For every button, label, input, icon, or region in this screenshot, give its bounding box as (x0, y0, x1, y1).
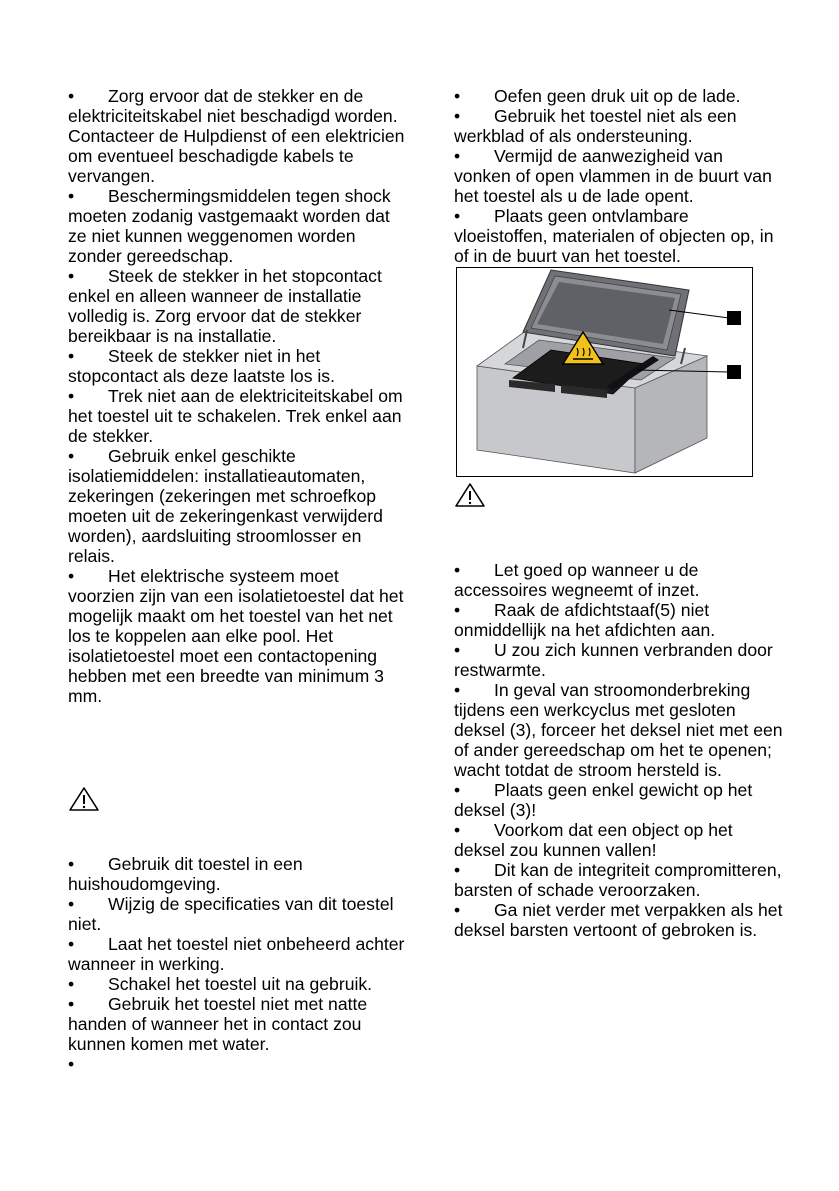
list-item (68, 934, 408, 974)
vacuum-sealer-drawing (457, 268, 751, 475)
bullet: • (454, 640, 461, 660)
bullet: • (68, 894, 75, 914)
bullet: • (68, 386, 75, 406)
list-item (68, 266, 408, 346)
list-item-text: Ga niet verder met verpakken als het deksel barsten vertoont of gebroken is. (454, 900, 783, 940)
list-item-text: Dit kan de integriteit compromitteren, barsten of schade veroorzaken. (454, 860, 782, 900)
bullet: • (454, 86, 461, 106)
list-item (454, 146, 784, 206)
bullet: • (68, 854, 75, 874)
list-item-text: Plaats geen enkel gewicht op het deksel (3)! (454, 780, 753, 820)
list-item (454, 560, 784, 600)
list-item (454, 106, 784, 146)
list-item (68, 446, 408, 566)
spacer (454, 508, 784, 560)
list-item-text: Het elektrische systeem moet voorzien zijn van een isolatietoestel dat het mogelijk maakt om het toestel van het net los te koppelen aan elke pool. Het isolatietoestel moet een contactopening hebben met een breedte van minimum 3 mm. (68, 566, 404, 706)
list-item-text: Oefen geen druk uit op de lade. (494, 86, 741, 106)
bullet: • (68, 994, 75, 1014)
list-item (68, 974, 408, 994)
list-item-text: Vermijd de aanwezigheid van vonken of open vlammen in de buurt van het toestel als u de lade opent. (454, 146, 772, 206)
list-item-text: Let goed op wanneer u de accessoires wegneemt of inzet. (454, 560, 700, 600)
left-column (68, 86, 408, 1074)
list-item (454, 600, 784, 640)
bullet: • (68, 186, 75, 206)
bullet: • (68, 86, 75, 106)
list-item-text: U zou zich kunnen verbranden door restwarmte. (454, 640, 773, 680)
list-item-text: Trek niet aan de elektriciteitskabel om het toestel uit te schakelen. Trek enkel aan de stekker. (68, 386, 403, 446)
warning-triangle-icon (68, 786, 100, 812)
list-item (454, 780, 784, 820)
list-item-text: Gebruik het toestel niet met natte handen of wanneer het in contact zou kunnen komen met water. (68, 994, 368, 1054)
bullet: • (68, 974, 75, 994)
list-item-text: Steek de stekker in het stopcontact enkel en alleen wanneer de installatie volledig is. Zorg ervoor dat de stekker bereikbaar is na installatie. (68, 266, 382, 346)
list-item-text: Gebruik enkel geschikte isolatiemiddelen: installatieautomaten, zekeringen (zekeringen met schroefkop moeten uit de zekeringenkast verwijderd worden), aardsluiting stroomlosser en relais. (68, 446, 383, 566)
list-item (68, 994, 408, 1054)
list-item (68, 854, 408, 894)
bullet: • (454, 600, 461, 620)
left-list-top (68, 86, 408, 706)
list-item (454, 206, 784, 266)
spacer (68, 812, 408, 854)
bullet: • (68, 566, 75, 586)
list-item-text: Raak de afdichtstaaf(5) niet onmiddellijk na het afdichten aan. (454, 600, 716, 640)
right-column (454, 86, 784, 940)
list-item (68, 1054, 408, 1074)
list-item (454, 820, 784, 860)
list-item (454, 640, 784, 680)
bullet: • (454, 900, 461, 920)
list-item-text: Gebruik het toestel niet als een werkblad of als ondersteuning. (454, 106, 737, 146)
bullet: • (454, 106, 461, 126)
bullet: • (68, 446, 75, 466)
appliance-figure (456, 267, 753, 477)
spacer (68, 706, 408, 786)
list-item (68, 386, 408, 446)
list-item (68, 566, 408, 706)
list-item-text: Schakel het toestel uit na gebruik. (108, 974, 373, 994)
right-list-top (454, 86, 784, 266)
list-item (454, 86, 784, 106)
warning-wrap (454, 482, 784, 508)
callout-marker (727, 311, 741, 325)
warning-triangle-icon (454, 482, 486, 508)
list-item (68, 894, 408, 934)
list-item (454, 900, 784, 940)
list-item-text: Voorkom dat een object op het deksel zou kunnen vallen! (454, 820, 733, 860)
list-item-text: Steek de stekker niet in het stopcontact als deze laatste los is. (68, 346, 335, 386)
bullet: • (454, 780, 461, 800)
bullet: • (454, 206, 461, 226)
bullet: • (68, 346, 75, 366)
list-item-text: Laat het toestel niet onbeheerd achter wanneer in werking. (68, 934, 405, 974)
list-item (68, 86, 408, 186)
list-item-text: Plaats geen ontvlambare vloeistoffen, materialen of objecten op, in of in de buurt van het toestel. (454, 206, 774, 266)
list-item (68, 346, 408, 386)
list-item (454, 680, 784, 780)
list-item-text: Beschermingsmiddelen tegen shock moeten zodanig vastgemaakt worden dat ze niet kunnen weggenomen worden zonder gereedschap. (68, 186, 391, 266)
callout-marker (727, 365, 741, 379)
right-list-bottom (454, 560, 784, 940)
list-item (68, 186, 408, 266)
bullet: • (454, 146, 461, 166)
list-item-text: Zorg ervoor dat de stekker en de elektriciteitskabel niet beschadigd worden. Contacteer de Hulpdienst of een elektricien om eventueel beschadigde kabels te vervangen. (68, 86, 405, 186)
bullet: • (68, 1054, 75, 1074)
list-item-text: Wijzig de specificaties van dit toestel niet. (68, 894, 394, 934)
bullet: • (454, 680, 461, 700)
bullet: • (68, 266, 75, 286)
bullet: • (454, 860, 461, 880)
list-item (454, 860, 784, 900)
bullet: • (454, 820, 461, 840)
left-list-bottom (68, 854, 408, 1074)
bullet: • (454, 560, 461, 580)
bullet: • (68, 934, 75, 954)
list-item-text: In geval van stroomonderbreking tijdens een werkcyclus met gesloten deksel (3), forceer het deksel niet met een of ander gereedschap om het te openen; wacht totdat de stroom hersteld is. (454, 680, 783, 780)
list-item-text: Gebruik dit toestel in een huishoudomgeving. (68, 854, 303, 894)
